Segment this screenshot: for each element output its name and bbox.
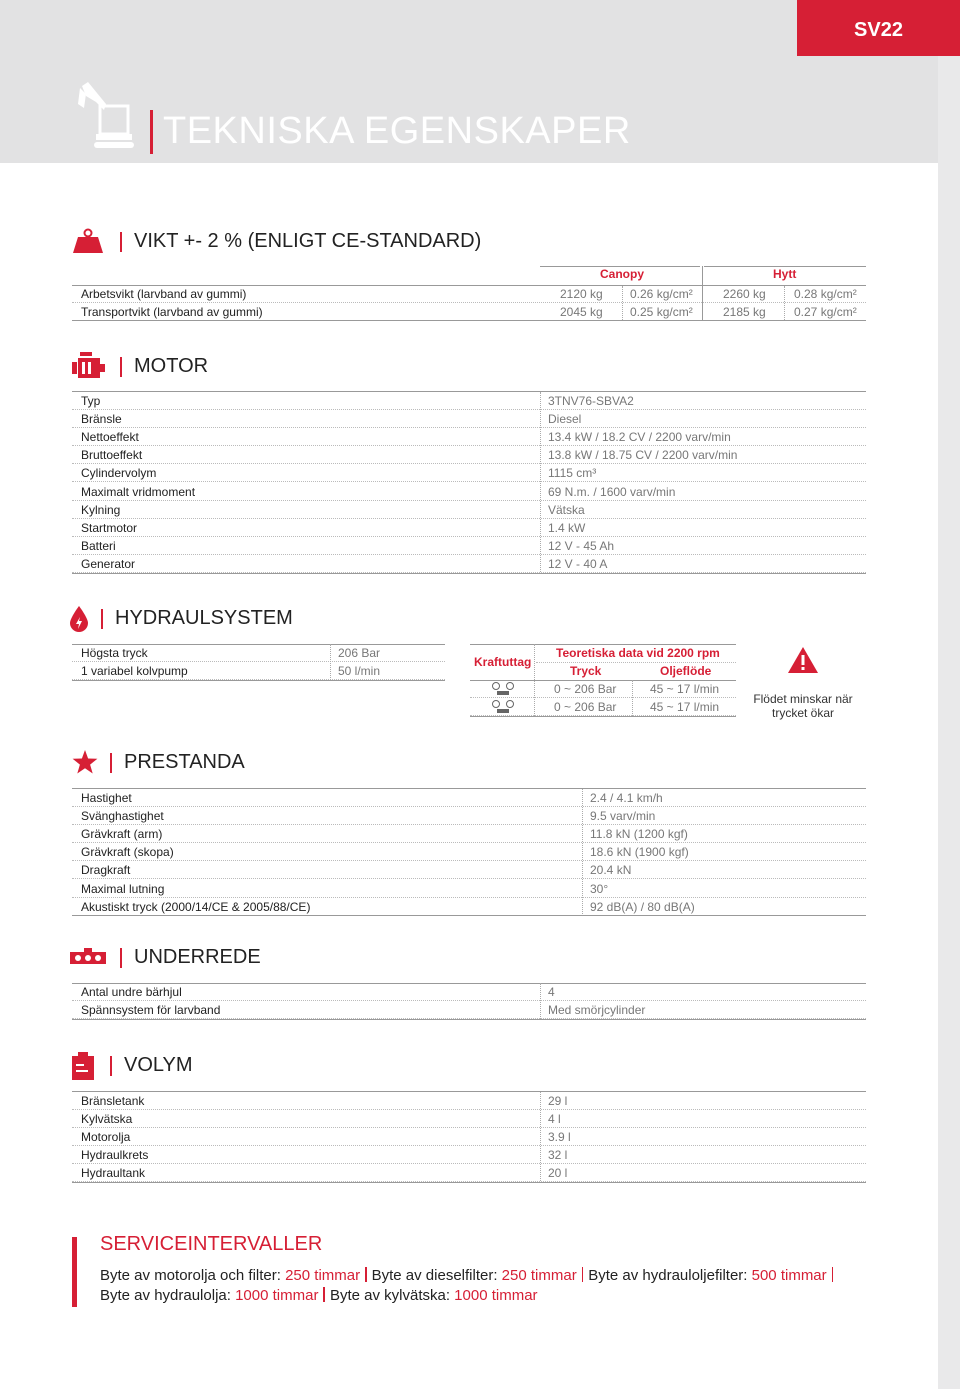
undercarriage-title: UNDERREDE xyxy=(134,946,261,968)
volume-row xyxy=(72,1110,866,1128)
undercarriage-row-2 xyxy=(72,1001,866,1019)
motor-row xyxy=(72,483,866,501)
hydraulic-row-2 xyxy=(72,662,445,680)
canopy-header: Canopy xyxy=(600,267,645,281)
motor-label: Startmotor xyxy=(81,520,138,535)
volume-col-divider xyxy=(540,1092,541,1183)
performance-value: 18.6 kN (1900 kgf) xyxy=(590,845,689,860)
undercarriage-col-divider xyxy=(540,983,541,1019)
volume-row xyxy=(72,1092,866,1110)
performance-label: Akustiskt tryck (2000/14/CE & 2005/88/CE) xyxy=(81,899,311,914)
weight-label: Arbetsvikt (larvband av gummi) xyxy=(81,287,247,301)
motor-row xyxy=(72,392,866,410)
motor-col-divider xyxy=(540,392,541,574)
theory-divider xyxy=(536,662,736,663)
volume-title: VOLYM xyxy=(124,1054,193,1076)
motor-row xyxy=(72,501,866,519)
weight-accent-bar xyxy=(120,232,122,252)
motor-row xyxy=(72,464,866,482)
undercarriage-value: 4 xyxy=(548,985,555,999)
warning-line-1: Flödet minskar när xyxy=(753,692,853,706)
performance-value: 30° xyxy=(590,881,609,896)
motor-accent-bar xyxy=(120,357,122,377)
motor-value: Vätska xyxy=(548,502,585,517)
performance-value: 11.8 kN (1200 kgf) xyxy=(590,826,688,841)
motor-label: Bränsle xyxy=(81,411,122,426)
motor-row xyxy=(72,428,866,446)
service-hours: 1000 timmar xyxy=(454,1287,538,1304)
motor-value: 12 V - 45 Ah xyxy=(548,539,615,554)
performance-label: Hastighet xyxy=(81,790,132,805)
undercarriage-value: Med smörjcylinder xyxy=(548,1003,646,1017)
volume-value: 20 l xyxy=(548,1166,568,1181)
pto-flow: 45 ~ 17 l/min xyxy=(650,700,720,714)
motor-row xyxy=(72,555,866,573)
performance-label: Dragkraft xyxy=(81,863,131,878)
hydraulic-drop-icon xyxy=(70,606,88,637)
motor-row xyxy=(72,519,866,537)
weight-bottom-line xyxy=(72,320,866,321)
volume-row xyxy=(72,1128,866,1146)
motor-label: Typ xyxy=(81,393,101,408)
hydraulic-row-1 xyxy=(72,644,445,662)
motor-label: Nettoeffekt xyxy=(81,429,139,444)
volume-label: Kylvätska xyxy=(81,1111,133,1126)
hydraulic-bottom-line xyxy=(72,680,445,681)
performance-col-divider xyxy=(582,789,583,916)
weight-row-2 xyxy=(72,303,866,321)
weight-row-1 xyxy=(72,285,866,303)
cab-weight: 2185 kg xyxy=(723,305,766,319)
hydraulic-label: Högsta tryck xyxy=(81,646,148,660)
weight-icon xyxy=(72,228,104,259)
cab-pressure: 0.27 kg/cm² xyxy=(794,305,857,319)
pto-row-1 xyxy=(470,680,736,698)
theory-title: Teoretiska data vid 2200 rpm xyxy=(556,646,720,660)
volume-value: 29 l xyxy=(548,1093,568,1108)
canopy-weight: 2120 kg xyxy=(560,287,603,301)
hydraulic-col-divider xyxy=(330,644,331,680)
motor-label: Generator xyxy=(81,557,136,572)
tank-icon xyxy=(72,1052,96,1085)
volume-label: Bränsletank xyxy=(81,1093,145,1108)
performance-label: Grävkraft (skopa) xyxy=(81,845,174,860)
pressure-header: Tryck xyxy=(570,664,602,678)
pto-bottom-line xyxy=(470,716,736,717)
service-accent-bar xyxy=(72,1237,77,1307)
motor-label: Kylning xyxy=(81,502,121,517)
motor-row xyxy=(72,446,866,464)
hydraulic-title: HYDRAULSYSTEM xyxy=(115,607,293,629)
service-item: Byte av dieselfilter: xyxy=(371,1267,502,1284)
performance-value: 20.4 kN xyxy=(590,863,632,878)
performance-row xyxy=(72,789,866,807)
volume-value: 4 l xyxy=(548,1111,561,1126)
hydraulic-value: 50 l/min xyxy=(338,664,381,678)
volume-value: 3.9 l xyxy=(548,1129,571,1144)
volume-label: Motorolja xyxy=(81,1129,131,1144)
page-title: TEKNISKA EGENSKAPER xyxy=(163,110,631,152)
pto-pressure: 0 ~ 206 Bar xyxy=(554,700,617,714)
undercarriage-row-1 xyxy=(72,983,866,1001)
volume-label: Hydraultank xyxy=(81,1166,146,1181)
motor-value: 3TNV76-SBVA2 xyxy=(548,393,634,408)
canopy-pressure: 0.26 kg/cm² xyxy=(630,287,693,301)
service-line-1 xyxy=(100,1267,838,1284)
star-icon xyxy=(72,750,98,779)
volume-value: 32 l xyxy=(548,1148,568,1163)
service-hours: 1000 timmar xyxy=(235,1287,319,1304)
pto-label: Kraftuttag xyxy=(474,655,532,669)
service-separator xyxy=(323,1287,325,1302)
service-title: SERVICEINTERVALLER xyxy=(100,1233,323,1255)
motor-value: 1115 cm³ xyxy=(548,466,597,481)
engine-icon xyxy=(70,352,106,385)
undercarriage-label: Spännsystem för larvband xyxy=(81,1003,221,1017)
performance-value: 9.5 varv/min xyxy=(590,808,656,823)
pto-row-2 xyxy=(470,698,736,716)
performance-value: 92 dB(A) / 80 dB(A) xyxy=(590,899,695,914)
performance-row xyxy=(72,807,866,825)
undercarriage-label: Antal undre bärhjul xyxy=(81,985,182,999)
canopy-weight: 2045 kg xyxy=(560,305,603,319)
motor-row xyxy=(72,410,866,428)
flow-header: Oljeflöde xyxy=(660,664,712,678)
weight-label: Transportvikt (larvband av gummi) xyxy=(81,305,263,319)
performance-bottom-line xyxy=(72,915,866,916)
service-line-2 xyxy=(100,1287,538,1304)
volume-accent-bar xyxy=(110,1056,112,1076)
volume-row xyxy=(72,1164,866,1182)
performance-row xyxy=(72,861,866,879)
service-item: Byte av hydrauloljefilter: xyxy=(588,1267,752,1284)
performance-label: Maximal lutning xyxy=(81,881,165,896)
cab-pressure: 0.28 kg/cm² xyxy=(794,287,857,301)
pto-top-line xyxy=(470,644,736,645)
warning-line-2: trycket ökar xyxy=(771,706,834,720)
weight-title: VIKT +- 2 % (ENLIGT CE-STANDARD) xyxy=(134,230,482,252)
track-icon xyxy=(70,948,106,973)
service-hours: 500 timmar xyxy=(751,1267,827,1284)
cab-header: Hytt xyxy=(773,267,797,281)
motor-label: Bruttoeffekt xyxy=(81,448,143,463)
motor-row xyxy=(72,537,866,555)
undercarriage-accent-bar xyxy=(120,948,122,968)
motor-label: Batteri xyxy=(81,539,116,554)
performance-label: Svänghastighet xyxy=(81,808,164,823)
excavator-icon xyxy=(76,82,136,155)
service-separator xyxy=(582,1267,584,1282)
motor-label: Cylindervolym xyxy=(81,466,157,481)
cab-header-line xyxy=(704,266,866,267)
motor-value: 12 V - 40 A xyxy=(548,557,608,572)
model-tag: SV22 xyxy=(797,0,960,56)
service-item: Byte av hydraulolja: xyxy=(100,1287,236,1304)
motor-title: MOTOR xyxy=(134,355,209,377)
motor-bottom-line xyxy=(72,573,866,574)
hydraulic-label: 1 variabel kolvpump xyxy=(81,664,188,678)
volume-bottom-line xyxy=(72,1182,866,1183)
service-item: Byte av kylvätska: xyxy=(329,1287,455,1304)
hydraulic-accent-bar xyxy=(101,609,103,629)
title-accent-bar xyxy=(150,110,153,154)
performance-accent-bar xyxy=(110,753,112,773)
motor-value: 69 N.m. / 1600 varv/min xyxy=(548,484,676,499)
pto-pressure: 0 ~ 206 Bar xyxy=(554,682,617,696)
motor-value: 13.4 kW / 18.2 CV / 2200 varv/min xyxy=(548,429,731,444)
right-margin xyxy=(938,56,960,1389)
service-separator xyxy=(365,1267,367,1282)
service-item: Byte av motorolja och filter: xyxy=(100,1267,286,1284)
canopy-pressure: 0.25 kg/cm² xyxy=(630,305,693,319)
motor-value: 13.8 kW / 18.75 CV / 2200 varv/min xyxy=(548,448,738,463)
pto-flow: 45 ~ 17 l/min xyxy=(650,682,720,696)
motor-label: Maximalt vridmoment xyxy=(81,484,196,499)
canopy-header-line xyxy=(540,266,700,267)
performance-label: Grävkraft (arm) xyxy=(81,826,163,841)
service-hours: 250 timmar xyxy=(501,1267,577,1284)
motor-value: 1.4 kW xyxy=(548,520,586,535)
service-hours: 250 timmar xyxy=(285,1267,361,1284)
performance-row xyxy=(72,898,866,916)
warning-icon xyxy=(787,646,819,679)
service-separator xyxy=(832,1267,834,1282)
volume-label: Hydraulkrets xyxy=(81,1148,149,1163)
volume-row xyxy=(72,1146,866,1164)
performance-value: 2.4 / 4.1 km/h xyxy=(590,790,663,805)
performance-title: PRESTANDA xyxy=(124,751,245,773)
performance-row xyxy=(72,880,866,898)
performance-row xyxy=(72,825,866,843)
cab-weight: 2260 kg xyxy=(723,287,766,301)
hydraulic-value: 206 Bar xyxy=(338,646,381,660)
performance-row xyxy=(72,843,866,861)
undercarriage-bottom-line xyxy=(72,1019,866,1020)
motor-value: Diesel xyxy=(548,411,582,426)
